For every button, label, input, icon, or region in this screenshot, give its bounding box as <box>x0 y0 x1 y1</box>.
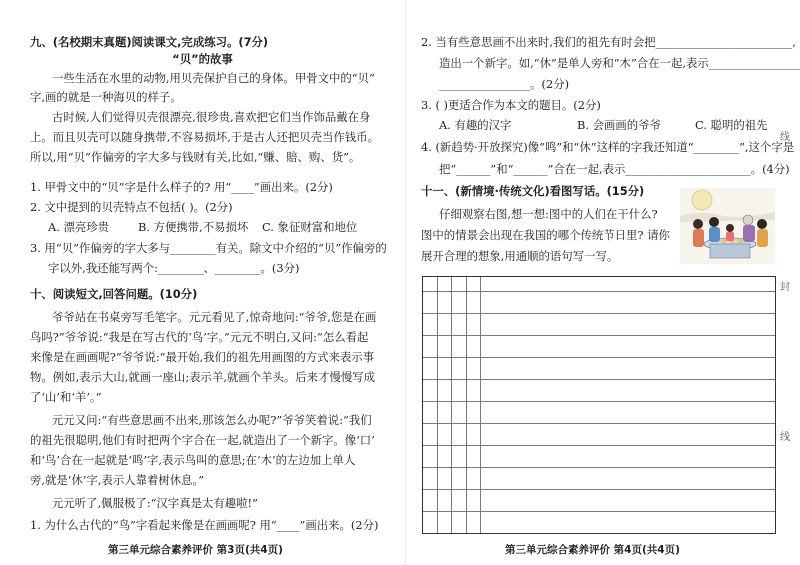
grid-hline <box>423 467 775 468</box>
grid-hline <box>423 313 775 314</box>
grid-hline <box>423 357 775 358</box>
margin-mark: 线 <box>780 432 790 443</box>
grid-vline <box>466 277 467 533</box>
s11-prompt-line3: 展开合理的想象,用通顺的语句写一写。 <box>421 249 619 263</box>
grid-hline <box>423 445 775 446</box>
s9-q2-option-c: C. 象征财富和地位 <box>262 220 358 234</box>
family-festival-illustration <box>680 188 775 264</box>
s11-prompt-line1: 仔细观察右图,想一想:图中的人们在干什么? <box>439 207 658 221</box>
margin-mark: 封 <box>780 282 790 293</box>
s9-para1-line1: 一些生活在水里的动物,用贝壳保护自己的身体。甲骨文中的“贝” <box>52 71 375 85</box>
q4-line1: 4. (新趋势·开放探究)像“鸣”和“休”这样的字我还知道“________”,这个字是 <box>421 140 795 154</box>
grid-hline <box>423 291 775 292</box>
q3-option-b: B. 会画画的爷爷 <box>577 118 661 132</box>
s9-question-3-line1: 3. 用“贝”作偏旁的字大多与________有关。除文中介绍的“贝”作偏旁的 <box>30 241 387 255</box>
grid-hline <box>423 511 775 512</box>
grid-hline <box>423 423 775 424</box>
grid-vline <box>451 277 452 533</box>
section9-heading: 九、(名校期末真题)阅读课文,完成练习。(7分) <box>30 35 269 49</box>
binding-margin <box>772 0 800 565</box>
q2-line2: 造出一个新字。如,“休”是单人旁和“木”合在一起,表示________________ <box>439 56 800 70</box>
s10-para2-line4: 旁,就是‘休’字,表示人靠着树休息。” <box>30 473 205 487</box>
right-page-footer: 第三单元综合素养评价 第4页(共4页) <box>505 544 680 556</box>
q3-option-c: C. 聪明的祖先 <box>695 118 768 132</box>
s9-q2-option-a: A. 漂亮珍贵 <box>48 220 110 234</box>
q3: 3. ( )更适合作为本文的题目。(2分) <box>421 98 601 112</box>
s9-question-1: 1. 甲骨文中的“贝”字是什么样子的? 用“____”画出来。(2分) <box>30 180 333 194</box>
section10-heading: 十、阅读短文,回答问题。(10分) <box>30 287 198 301</box>
s10-para3: 元元听了,佩服极了:“汉字真是太有趣啦!” <box>52 496 258 510</box>
s9-question-2: 2. 文中提到的贝壳特点不包括( )。(2分) <box>30 200 233 214</box>
section11-heading: 十一、(新情境·传统文化)看图写话。(15分) <box>421 184 645 198</box>
left-page-footer: 第三单元综合素养评价 第3页(共4页) <box>108 544 283 556</box>
q2-line1: 2. 当有些意思画不出来时,我们的祖先有时会把________________________, <box>421 35 796 49</box>
s10-question-1: 1. 为什么古代的“鸟”字看起来像是在画画呢? 用“____”画出来。(2分) <box>30 518 379 532</box>
s10-para1-line2: 鸟吗?”爷爷说:“我是在写古代的‘鸟’字。”元元不明白,又问:“怎么看起 <box>30 330 369 344</box>
section9-title: “贝”的故事 <box>172 52 233 66</box>
s9-q2-option-b: B. 方便携带,不易损坏 <box>138 220 249 234</box>
s9-para2-line1: 古时候,人们觉得贝壳很漂亮,很珍贵,喜欢把它们当作饰品戴在身 <box>52 110 371 124</box>
grid-hline <box>423 335 775 336</box>
s9-para1-line2: 字,画的就是一种海贝的样子。 <box>30 90 182 104</box>
s10-para1-line4: 物。例如,表示大山,就画一座山;表示羊,就画个羊头。后来才慢慢写成 <box>30 370 376 384</box>
s10-para1-line3: 来像是在画画呢?”爷爷说:“最开始,我们的祖先用画图的方式来表示事 <box>30 350 375 364</box>
writing-grid[interactable] <box>422 276 776 534</box>
grid-vline <box>437 277 438 533</box>
q4-line2: 把“______”和“______”合在一起,表示______________________。(4分) <box>439 162 790 176</box>
s10-para2-line2: 的祖先很聪明,他们有时把两个字合在一起,就造出了一个新字。像‘口’ <box>30 433 375 447</box>
s10-para1-line5: 了‘山’和‘羊’。” <box>30 390 102 404</box>
margin-mark: 线 <box>780 132 790 143</box>
grid-hline <box>423 489 775 490</box>
s9-para2-line2: 上。而且贝壳可以随身携带,不容易损坏,于是古人还把贝壳当作钱币。 <box>30 130 379 144</box>
s11-prompt-line2: 图中的情景会出现在我国的哪个传统节日里? 请你 <box>421 228 670 242</box>
grid-hline <box>423 401 775 402</box>
q3-option-a: A. 有趣的汉字 <box>439 118 512 132</box>
s9-para2-line3: 所以,用“贝”作偏旁的字大多与钱财有关,比如,“赚、賠、购、货”。 <box>30 150 361 164</box>
grid-vline <box>480 277 481 533</box>
s10-para1-line1: 爷爷站在书桌旁写毛笔字。元元看见了,惊奇地问:“爷爷,您是在画 <box>52 310 377 324</box>
q2-line3: ________________。(2分) <box>439 77 570 91</box>
s10-para2-line3: 和‘鸟’合在一起就是‘鸣’字,表示鸟叫的意思;在‘木’的左边加上单人 <box>30 453 356 467</box>
s9-question-3-line2: 字以外,我还能写两个:________、________。(3分) <box>48 261 300 275</box>
grid-hline <box>423 379 775 380</box>
s10-para2-line1: 元元又问:“有些意思画不出来,那该怎么办呢?”爷爷笑着说:“我们 <box>52 413 372 427</box>
